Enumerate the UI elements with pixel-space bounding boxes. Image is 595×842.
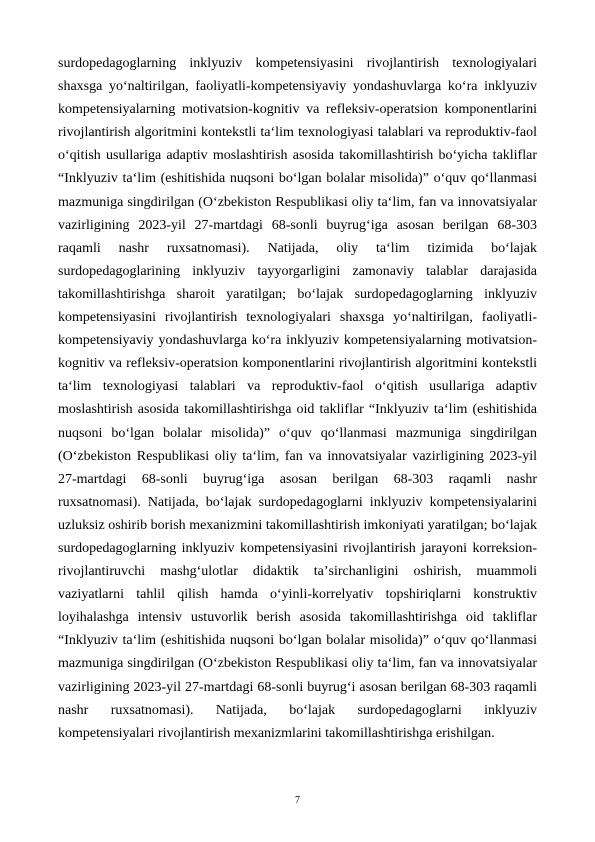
body-text <box>58 52 537 745</box>
page-number: 7 <box>295 795 300 806</box>
paragraph: surdopedagoglarning inklyuziv kompetensiyasini rivojlantirish texnologiyalari shaxsga yoʻnaltirilgan, faoliyatli-kompetensiyaviy yondashuvlarga koʻra inklyuziv kompetensiyalarning motivatsion-kognitiv va refleksiv-operatsion komponentlarini rivojlantirish algoritmini kontekstli taʻlim texnologiyasi talablari va reproduktiv-faol oʻqitish usullariga adaptiv moslashtirish asosida takomillashtirish boʻyicha takliflar “Inklyuziv taʻlim (eshitishida nuqsoni boʻlgan bolalar misolida)” oʻquv qoʻllanmasi mazmuniga singdirilgan (Oʻzbekiston Respublikasi oliy taʻlim, fan va innovatsiyalar vazirligining 2023-yil 27-martdagi 68-sonli buyrugʻiga asosan berilgan 68-303 raqamli nashr ruxsatnomasi). Natijada, oliy taʻlim tizimida boʻlajak surdopedagoglarining inklyuziv tayyorgarligini zamonaviy talablar darajasida takomillashtirishga sharoit yaratilgan; boʻlajak surdopedagoglarning inklyuziv kompetensiyasini rivojlantirish texnologiyalari shaxsga yoʻnaltirilgan, faoliyatli-kompetensiyaviy yondashuvlarga koʻra inklyuziv kompetensiyalarning motivatsion-kognitiv va refleksiv-operatsion komponentlarini rivojlantirish algoritmini kontekstli taʻlim texnologiyasi talablari va reproduktiv-faol oʻqitish usullariga adaptiv moslashtirish asosida takomillashtirishga oid takliflar “Inklyuziv taʻlim (eshitishida nuqsoni boʻlgan bolalar misolida)” oʻquv qoʻllanmasi mazmuniga singdirilgan (Oʻzbekiston Respublikasi oliy taʻlim, fan va innovatsiyalar vazirligining 2023-yil 27-martdagi 68-sonli buyrugʻiga asosan berilgan 68-303 raqamli nashr ruxsatnomasi). Natijada, boʻlajak surdopedagoglarni inklyuziv kompetensiyalarini uzluksiz oshirib borish mexanizmini takomillashtirish imkoniyati yaratilgan; boʻlajak surdopedagoglarning inklyuziv kompetensiyasini rivojlantirish jarayoni korreksion-rivojlantiruvchi mashgʻulotlar didaktik taʼsirchanligini oshirish, muammoli vaziyatlarni tahlil qilish hamda oʻyinli-korrelyativ topshiriqlarni konstruktiv loyihalashga intensiv ustuvorlik berish asosida takomillashtirishga oid takliflar “Inklyuziv taʻlim (eshitishida nuqsoni boʻlgan bolalar misolida)” oʻquv qoʻllanmasi mazmuniga singdirilgan (Oʻzbekiston Respublikasi oliy taʻlim, fan va innovatsiyalar vazirligining 2023-yil 27-martdagi 68-sonli buyrugʻi asosan berilgan 68-303 raqamli nashr ruxsatnomasi). Natijada, boʻlajak surdopedagoglarni inklyuziv kompetensiyalari rivojlantirish mexanizmlarini takomillashtirishga erishilgan. <box>58 56 537 741</box>
